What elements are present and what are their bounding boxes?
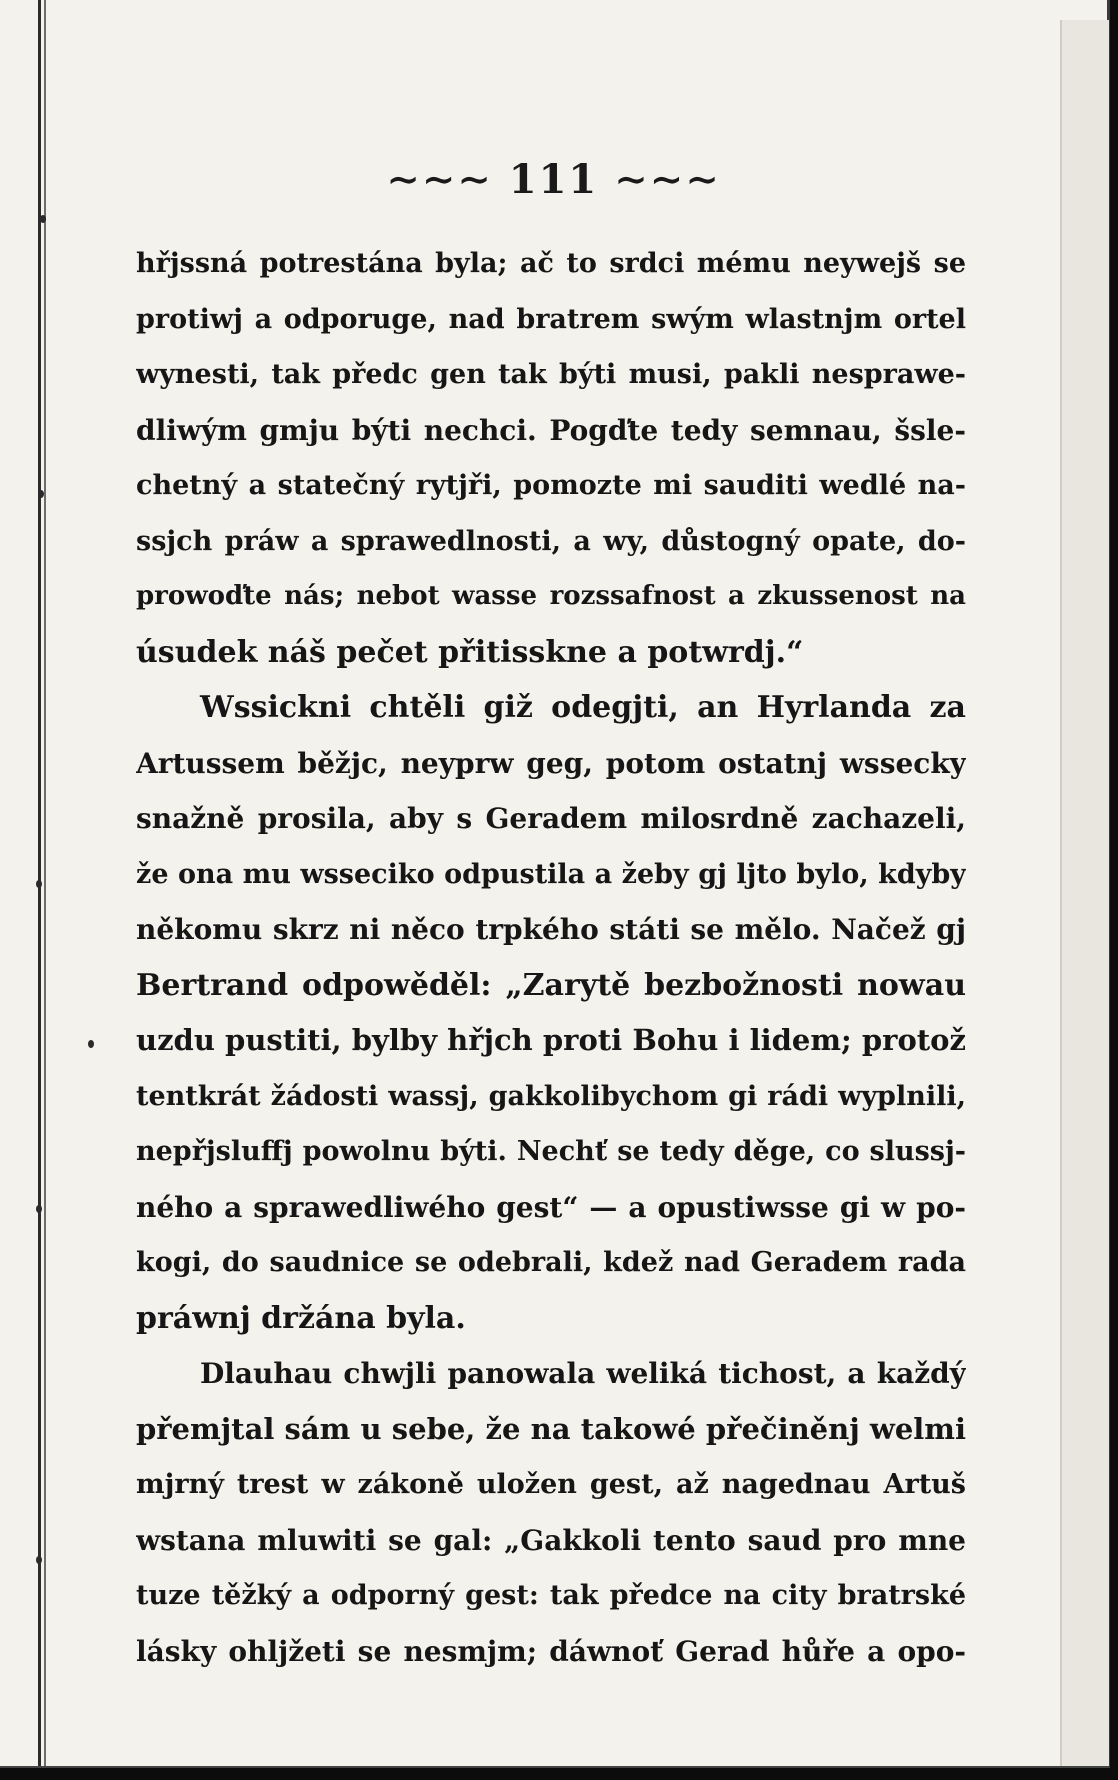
text-line: ného a sprawedliwého gest“ — a opustiwsse gi w po- [136, 1190, 966, 1224]
text-line: tuze těžký a odporný gest: tak předce na city bratrské [136, 1580, 966, 1611]
body-text [136, 236, 966, 1679]
text-line: Dlauhau chwjli panowala weliká tichost, a každý [200, 1357, 966, 1390]
text-line: nepřjsluffj powolnu býti. Nechť se tedy děge, co slussj- [136, 1136, 966, 1167]
ink-speck [40, 215, 46, 223]
text-line: snažně prosila, aby s Geradem milosrdně zachazeli, [136, 802, 966, 835]
text-line: někomu skrz ni něco trpkého státi se mělo. Načež gj [136, 913, 966, 946]
ink-speck [38, 490, 44, 498]
text-line: prowoďte nás; nebot wasse rozssafnost a zkussenost na [136, 581, 966, 611]
ink-speck [88, 1040, 94, 1048]
text-line: práwnj držána byla. [136, 1300, 466, 1336]
text-line: wynesti, tak předc gen tak býti musi, pakli nesprawe- [136, 359, 966, 390]
text-line: že ona mu wsseciko odpustila a žeby gj ljto bylo, kdyby [136, 858, 966, 890]
page-edge [1060, 20, 1109, 1766]
text-line: mjrný trest w zákoně uložen gest, až nagednau Artuš [136, 1469, 966, 1500]
text-line: ssjch práw a sprawedlnosti, a wy, důstogný opate, do- [136, 525, 966, 557]
text-line: Wssickni chtěli giž odegjti, an Hyrlanda za [200, 690, 966, 725]
text-line: přemjtal sám u sebe, že na takowé přečiněnj welmi [136, 1411, 966, 1446]
text-line: tentkrát žádosti wassj, gakkolibychom gi rádi wyplnili, [136, 1080, 966, 1112]
text-line: hřjssná potrestána byla; ač to srdci mému neywejš se [136, 248, 966, 279]
text-line: lásky ohljžeti se nesmjm; dáwnoť Gerad hůře a opo- [136, 1634, 966, 1668]
text-line: úsudek náš pečet přitisskne a potwrdj.“ [136, 634, 804, 670]
text-line: wstana mluwiti se gal: „Gakkoli tento saud pro mne [136, 1523, 966, 1557]
text-line: uzdu pustiti, bylby hřjch proti Bohu i lidem; protož [136, 1023, 966, 1057]
ink-speck [36, 1205, 42, 1213]
text-line: protiwj a odporuge, nad bratrem swým wlastnjm ortel [136, 303, 966, 335]
text-line: kogi, do saudnice se odebrali, kdež nad Geradem rada [136, 1247, 966, 1278]
text-line: Bertrand odpowěděl: „Zarytě bezbožnosti nowau [136, 967, 966, 1003]
ink-speck [36, 1556, 42, 1564]
text-line: dliwým gmju býti nechci. Pogďte tedy semnau, šsle- [136, 413, 966, 447]
text-line: Artussem běžjc, neyprw geg, potom ostatnj wssecky [136, 746, 966, 780]
text-line: chetný a statečný rytjři, pomozte mi sauditi wedlé na- [136, 470, 966, 501]
page-number-header: ∼∼∼ 111 ∼∼∼ [386, 156, 721, 203]
binding-line-inner [44, 0, 46, 1766]
ink-speck [36, 880, 42, 888]
